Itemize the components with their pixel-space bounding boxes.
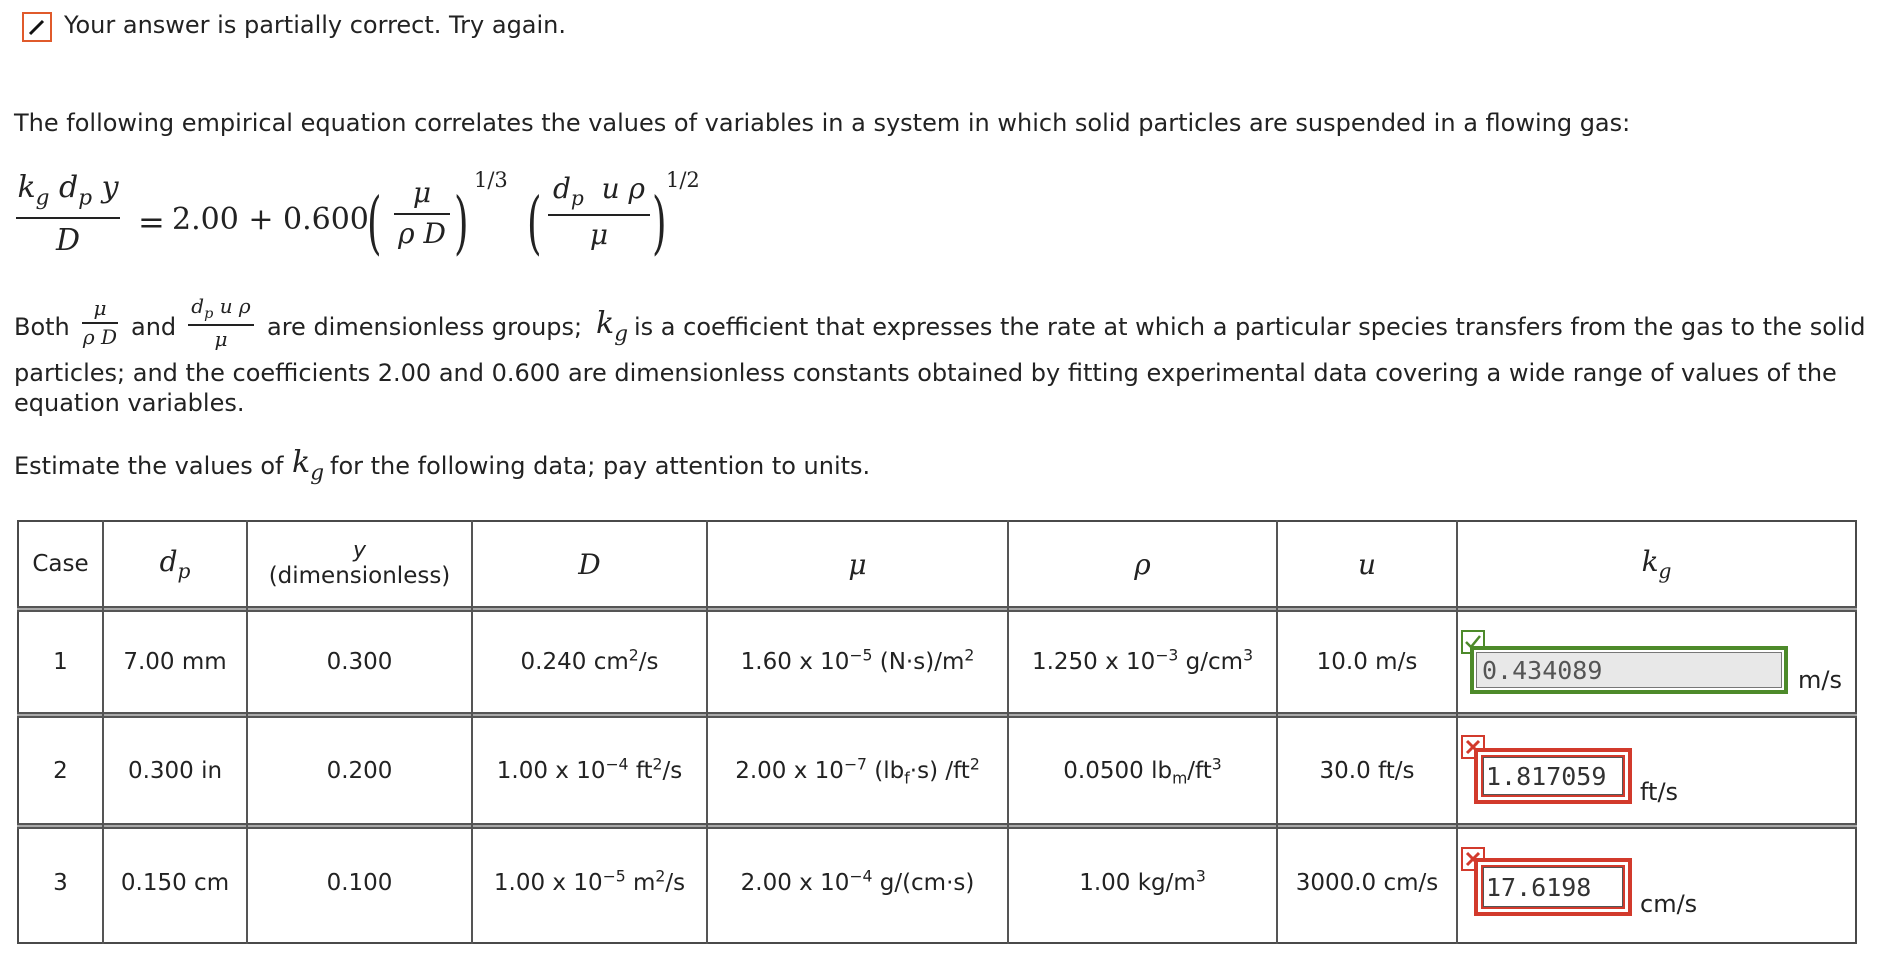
explain-kg: $k_g$ <box>596 306 629 347</box>
header-rho: ρ <box>1134 547 1151 581</box>
pencil-icon <box>22 12 52 42</box>
header-u: u <box>1357 547 1377 581</box>
header-case: Case <box>32 551 89 577</box>
answer-unit-3: cm/s <box>1640 890 1698 918</box>
explain-mid: are dimensionless groups; <box>267 313 583 341</box>
answer-field-1[interactable]: 0.434089 <box>1470 646 1788 694</box>
header-mu: μ <box>848 547 867 581</box>
answer-field-2[interactable]: 1.817059 <box>1474 748 1632 804</box>
explain-group1: μ ρ D <box>82 296 118 349</box>
estimate-post: for the following data; pay attention to units. <box>330 452 871 480</box>
answer-unit-2: ft/s <box>1640 778 1679 806</box>
header-dp: $d_p$ <box>159 544 191 584</box>
answer-unit-1: m/s <box>1798 666 1842 694</box>
header-kg: $k_g$ <box>1641 544 1672 584</box>
status-message: Your answer is partially correct. Try again. <box>64 11 567 39</box>
explain-line2: particles; and the coefficients 2.00 and 0.600 are dimensionless constants obtained by fitting experimental data covering a wide range of values of the <box>14 359 1837 387</box>
header-y: y (dimensionless) <box>268 538 451 590</box>
answer-field-3[interactable]: 17.6198 <box>1474 858 1632 916</box>
estimate-kg: $k_g$ <box>292 445 325 486</box>
explain-line3: equation variables. <box>14 389 245 417</box>
intro-text: The following empirical equation correlates the values of variables in a system in which solid particles are suspended in a flowing gas: <box>14 109 1631 137</box>
estimate-pre: Estimate the values of <box>14 452 284 480</box>
explain-group2: $d_p$ u ρ μ <box>188 294 254 351</box>
explain-and: and <box>131 313 177 341</box>
explain-both: Both <box>14 313 70 341</box>
explain-rest: is a coefficient that expresses the rate at which a particular species transfers from the gas to the solid <box>634 313 1866 341</box>
header-D: D <box>578 547 601 581</box>
